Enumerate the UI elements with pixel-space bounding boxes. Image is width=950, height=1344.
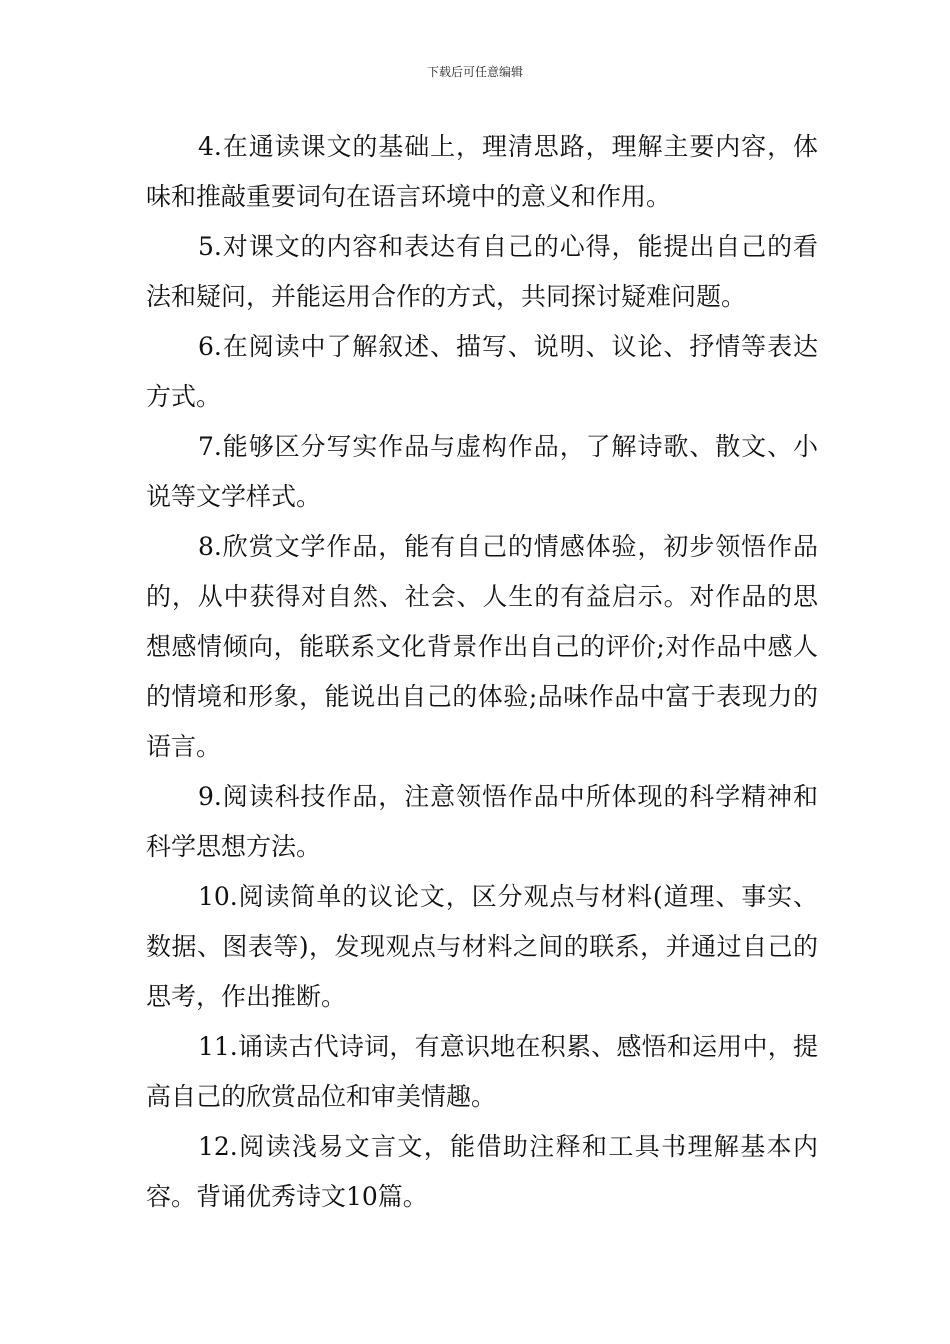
paragraph-item-8: 8.欣赏文学作品，能有自己的情感体验，初步领悟作品的，从中获得对自然、社会、人生的有益启示。对作品的思想感情倾向，能联系文化背景作出自己的评价;对作品中感人的情境和形象，能说出自己的体验;品味作品中富于表现力的语言。 bbox=[146, 532, 818, 761]
paragraph-item-11: 11.诵读古代诗词，有意识地在积累、感悟和运用中，提高自己的欣赏品位和审美情趣。 bbox=[146, 1032, 818, 1111]
paragraph-item-4: 4.在通读课文的基础上，理清思路，理解主要内容，体味和推敲重要词句在语言环境中的意义和作用。 bbox=[146, 132, 818, 211]
paragraph-item-10: 10.阅读简单的议论文，区分观点与材料(道理、事实、数据、图表等)，发现观点与材料之间的联系，并通过自己的思考，作出推断。 bbox=[146, 882, 818, 1011]
paragraph-item-12: 12.阅读浅易文言文，能借助注释和工具书理解基本内容。背诵优秀诗文10篇。 bbox=[146, 1132, 818, 1211]
paragraph-item-9: 9.阅读科技作品，注意领悟作品中所体现的科学精神和科学思想方法。 bbox=[146, 782, 818, 861]
document-body bbox=[146, 122, 818, 1222]
paragraph-item-6: 6.在阅读中了解叙述、描写、说明、议论、抒情等表达方式。 bbox=[146, 332, 818, 411]
paragraph-item-5: 5.对课文的内容和表达有自己的心得，能提出自己的看法和疑问，并能运用合作的方式，共同探讨疑难问题。 bbox=[146, 232, 818, 311]
paragraph-item-7: 7.能够区分写实作品与虚构作品，了解诗歌、散文、小说等文学样式。 bbox=[146, 432, 818, 511]
page-header-note: 下载后可任意编辑 bbox=[426, 65, 523, 79]
